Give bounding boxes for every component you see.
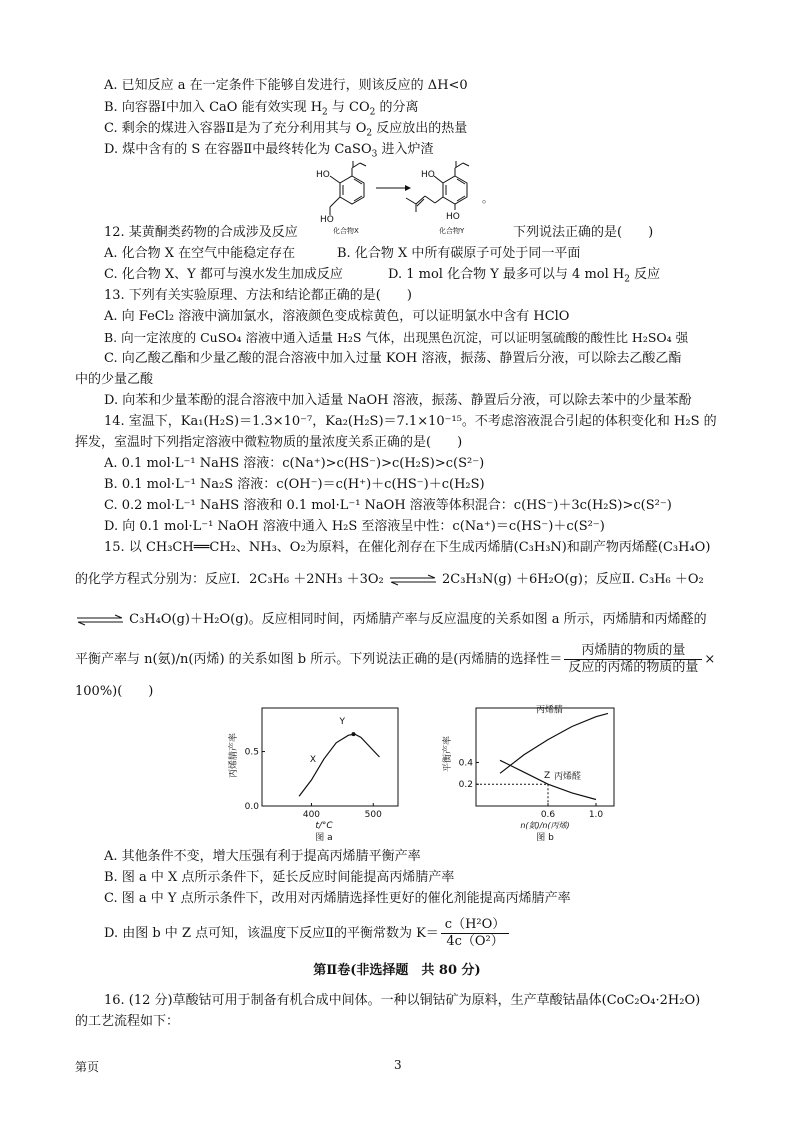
chart-b-title: 图 b xyxy=(536,833,554,843)
section-title: 第Ⅱ卷(非选择题 共 80 分) xyxy=(313,963,481,978)
footer-page-number: 3 xyxy=(394,1058,402,1072)
q14-option-c: C. 0.2 mol·L⁻¹ NaHS 溶液和 0.1 mol·L⁻¹ NaOH 溶液等体积混合：c(HS⁻)＋3c(H₂S)>c(S²⁻) xyxy=(104,498,672,513)
chart-b-point-label: Z xyxy=(544,771,551,782)
compound-y-structure xyxy=(406,161,469,212)
q14-option-d: D. 向 0.1 mol·L⁻¹ NaOH 溶液中通入 H₂S 至溶液呈中性：c(Na⁺)＝c(HS⁻)＋c(S²⁻) xyxy=(104,519,605,534)
chart-b-series-label: 丙烯醛 xyxy=(554,771,582,782)
compound-y-label: 化合物Y xyxy=(439,227,465,235)
q13-option-d: D. 向苯和少量苯酚的混合溶液中加入适量 NaOH 溶液，振荡、静置后分液，可以除去苯中的少量苯酚 xyxy=(104,393,692,408)
q13-stem: 13. 下列有关实验原理、方法和结论都正确的是( ) xyxy=(104,288,412,303)
q11-option-c: C. 剩余的煤进入容器Ⅱ是为了充分利用其与 $O_2$ 反应放出的热量 xyxy=(104,121,468,139)
q11-option-a: A. 已知反应 a 在一定条件下能够自发进行，则该反应的 ΔH<0 xyxy=(104,78,468,93)
compound-x-structure xyxy=(330,161,366,215)
q13-option-c: C. 向乙酸乙酯和少量乙酸的混合溶液中加入过量 KOH 溶液，振荡、静置后分液，可以除去乙酸乙酯 xyxy=(104,351,682,366)
chart-a-frame xyxy=(262,708,398,806)
q12-option-b: B. 化合物 X 中所有碳原子可处于同一平面 xyxy=(337,246,581,261)
chart-b-xtick-label: 1.0 xyxy=(588,810,604,820)
x-ho-top: HO xyxy=(316,170,330,180)
chart-a-point-label: Y xyxy=(339,717,345,728)
chart-b-frame xyxy=(476,708,614,806)
q12-stem-start: 12. 某黄酮类药物的合成涉及反应 xyxy=(104,225,298,240)
q13-option-a: A. 向 FeCl₂ 溶液中滴加氯水，溶液颜色变成棕黄色，可以证明氯水中含有 HClO xyxy=(104,309,570,324)
chart-b-series-label: 丙烯腈 xyxy=(536,705,564,716)
chart-a-xtick-label: 400 xyxy=(302,810,321,820)
chart-a-xtick-label: 500 xyxy=(364,810,382,820)
chart-b-xlabel: n(氨)/n(丙烯) xyxy=(520,821,570,830)
q16-stem: 16. (12 分)草酸钴可用于制备有机合成中间体。一种以铜钴矿为原料，生产草酸钴晶体(CoC₂O₄·2H₂O) xyxy=(104,993,701,1008)
chart-b-ytick-label: 0.2 xyxy=(458,780,473,791)
q12-option-d: D. 1 mol 化合物 Y 最多可以与 4 mol $H_2$ 反应 xyxy=(388,267,661,285)
chart-b xyxy=(440,702,620,844)
q12-stem-end: 下列说法正确的是( ) xyxy=(513,225,654,240)
chart-a-point-label: X xyxy=(309,755,316,766)
q15-reaction-2: C₃H₄O(g)＋H₂O(g)。反应相同时间，丙烯腈产率与反应温度的关系如图 a 所示，丙烯腈和丙烯醛的 xyxy=(75,611,707,629)
q12-option-c: C. 化合物 X、Y 都可与溴水发生加成反应 xyxy=(104,267,343,282)
chart-b-xtick-label: 0.6 xyxy=(540,810,556,820)
y-ho-bottom: HO xyxy=(446,212,460,222)
y-ho-top: HO xyxy=(421,170,435,180)
q14-stem-cont: 挥发，室温时下列指定溶液中微粒物质的量浓度关系正确的是( ) xyxy=(75,435,463,450)
q12-reaction-scheme xyxy=(300,158,510,236)
chart-a-point-y xyxy=(351,732,355,736)
equilibrium-constant-fraction: $\frac{\text{c（H²O）}}{\text{4c（O²）}}$ xyxy=(441,917,510,950)
q15-option-c: C. 图 a 中 Y 点所示条件下，改用对丙烯腈选择性更好的催化剂能提高丙烯腈产率 xyxy=(104,891,571,906)
chart-a-xlabel: t/°C xyxy=(315,821,333,831)
q11-option-b: B. 向容器Ⅰ中加入 CaO 能有效实现 $H_2$ 与 $CO_2$ 的分离 xyxy=(104,100,419,118)
q14-stem: 14. 室温下，Ka₁(H₂S)＝1.3×10⁻⁷，Ka₂(H₂S)＝7.1×10⁻¹⁵。不考虑溶液混合引起的体积变化和 H₂S 的 xyxy=(104,414,717,429)
q15-reaction-1: 的化学方程式分别为：反应Ⅰ．2C₃H₆ ＋2NH₃ ＋3O₂ 2C₃H₃N(g) ＋6H₂O(g)；反应Ⅱ. C₃H₆ ＋O₂ xyxy=(75,572,704,587)
chart-a-ylabel: 丙烯腈产率 xyxy=(229,732,239,778)
q12-option-a: A. 化合物 X 在空气中能稳定存在 xyxy=(104,246,296,261)
q15-option-d: D. 由图 b 中 Z 点可知，该温度下反应Ⅱ的平衡常数为 K＝ $\frac{\text{c（H²O）}}{\text{4c（O²）}}$ xyxy=(104,914,511,954)
reaction-arrow xyxy=(376,185,411,191)
q11-option-d: D. 煤中含有的 S 在容器Ⅱ中最终转化为 CaSO$_3$ 进入炉渣 xyxy=(104,142,434,160)
q15-selectivity: 平衡产率与 n(氨)/n(丙烯) 的关系如图 b 所示。下列说法正确的是(丙烯腈的选择性＝ $\frac{\text{丙烯腈的物质的量}}{\text{反应的丙烯的物质的量}}$ × xyxy=(75,643,716,675)
q13-option-b: B. 向一定浓度的 CuSO₄ 溶液中通入适量 H₂S 气体，出现黑色沉淀，可以证明氢硫酸的酸性比 H₂SO₄ 强 xyxy=(104,330,689,345)
chart-b-ylabel: 平衡产率 xyxy=(443,735,453,772)
q15-stem: 15. 以 CH₃CH══CH₂、NH₃、O₂为原料，在催化剂存在下生成丙烯腈(C₃H₃N)和副产物丙烯醛(C₃H₄O) xyxy=(104,540,711,555)
chart-a-title: 图 a xyxy=(315,833,333,843)
q13-option-c-cont: 中的少量乙酸 xyxy=(75,372,154,387)
q14-option-a: A. 0.1 mol·L⁻¹ NaHS 溶液：c(Na⁺)>c(HS⁻)>c(H₂S)>c(S²⁻) xyxy=(104,456,485,471)
equilibrium-arrow-2 xyxy=(75,614,125,626)
chart-a-ytick-label: 0.0 xyxy=(244,802,259,812)
q14-option-b: B. 0.1 mol·L⁻¹ Na₂S 溶液：c(OH⁻)＝c(H⁺)＋c(HS⁻)＋c(H₂S) xyxy=(104,477,485,492)
footer-page-label: 第页 xyxy=(75,1060,100,1074)
selectivity-fraction: $\frac{\text{丙烯腈的物质的量}}{\text{反应的丙烯的物质的量}}$ xyxy=(564,643,702,676)
x-ho-bottom: HO xyxy=(320,215,334,225)
chart-b-series-line xyxy=(500,713,608,773)
q15-option-a: A. 其他条件不变，增大压强有利于提高丙烯腈平衡产率 xyxy=(104,849,421,864)
equilibrium-arrow xyxy=(388,574,438,586)
compound-x-label: 化合物X xyxy=(333,227,359,235)
q15-stem-end: 100%)( ) xyxy=(75,684,154,699)
chart-a xyxy=(228,702,408,844)
chart-a-ytick-label: 0.5 xyxy=(244,747,259,758)
q15-option-b: B. 图 a 中 X 点所示条件下，延长反应时间能提高丙烯腈产率 xyxy=(104,870,455,885)
scheme-period: 。 xyxy=(482,192,493,205)
q16-stem-cont: 的工艺流程如下： xyxy=(75,1014,180,1029)
chart-b-ytick-label: 0.4 xyxy=(458,758,473,769)
